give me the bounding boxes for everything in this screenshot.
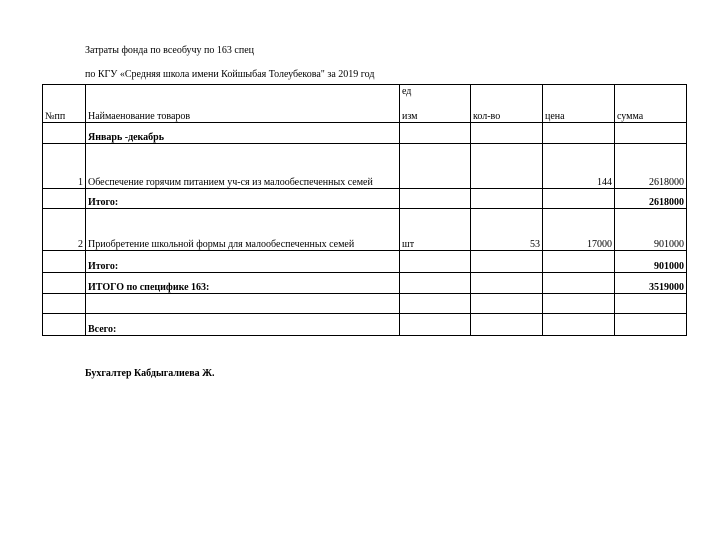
subtotal-row bbox=[43, 251, 687, 273]
row-qty: 53 bbox=[471, 209, 543, 251]
col-header-price: цена bbox=[543, 85, 615, 123]
report-title-line-2: по КГУ «Средняя школа имени Койшыбая Толеубекова" за 2019 год bbox=[85, 69, 375, 80]
period-row bbox=[43, 123, 687, 144]
spec-total-row bbox=[43, 273, 687, 294]
col-header-sum: сумма bbox=[615, 85, 687, 123]
report-title-line-1: Затраты фонда по всеобучу по 163 спец bbox=[85, 45, 254, 56]
grand-total-label: Всего: bbox=[86, 314, 400, 336]
expense-table bbox=[42, 84, 687, 336]
row-num: 1 bbox=[43, 144, 86, 189]
col-header-qty: кол-во bbox=[471, 85, 543, 123]
row-unit bbox=[400, 144, 471, 189]
spec-total-sum: 3519000 bbox=[615, 273, 687, 294]
empty-row bbox=[43, 294, 687, 314]
subtotal-sum: 2618000 bbox=[615, 189, 687, 209]
grand-total-row bbox=[43, 314, 687, 336]
row-name: Обеспечение горячим питанием уч-ся из малообеспеченных семей bbox=[86, 144, 400, 189]
col-header-unit-line2: изм bbox=[402, 111, 418, 122]
row-name: Приобретение школьной формы для малообеспеченных семей bbox=[86, 209, 400, 251]
col-header-unit bbox=[400, 85, 471, 123]
row-qty bbox=[471, 144, 543, 189]
col-header-name: Наймаенование товаров bbox=[86, 85, 400, 123]
spec-total-label: ИТОГО по специфике 163: bbox=[86, 273, 400, 294]
row-price: 144 bbox=[543, 144, 615, 189]
accountant-signature: Бухгалтер Кабдыгалиева Ж. bbox=[85, 368, 215, 379]
col-header-num: №пп bbox=[43, 85, 86, 123]
table-row bbox=[43, 144, 687, 189]
table-row bbox=[43, 209, 687, 251]
subtotal-label: Итого: bbox=[86, 251, 400, 273]
subtotal-row bbox=[43, 189, 687, 209]
row-num: 2 bbox=[43, 209, 86, 251]
table-header-row bbox=[43, 85, 687, 123]
row-unit: шт bbox=[400, 209, 471, 251]
subtotal-sum: 901000 bbox=[615, 251, 687, 273]
period-label: Январь -декабрь bbox=[86, 123, 400, 144]
subtotal-label: Итого: bbox=[86, 189, 400, 209]
row-price: 17000 bbox=[543, 209, 615, 251]
row-sum: 901000 bbox=[615, 209, 687, 251]
row-sum: 2618000 bbox=[615, 144, 687, 189]
col-header-unit-line1: ед bbox=[402, 86, 412, 97]
